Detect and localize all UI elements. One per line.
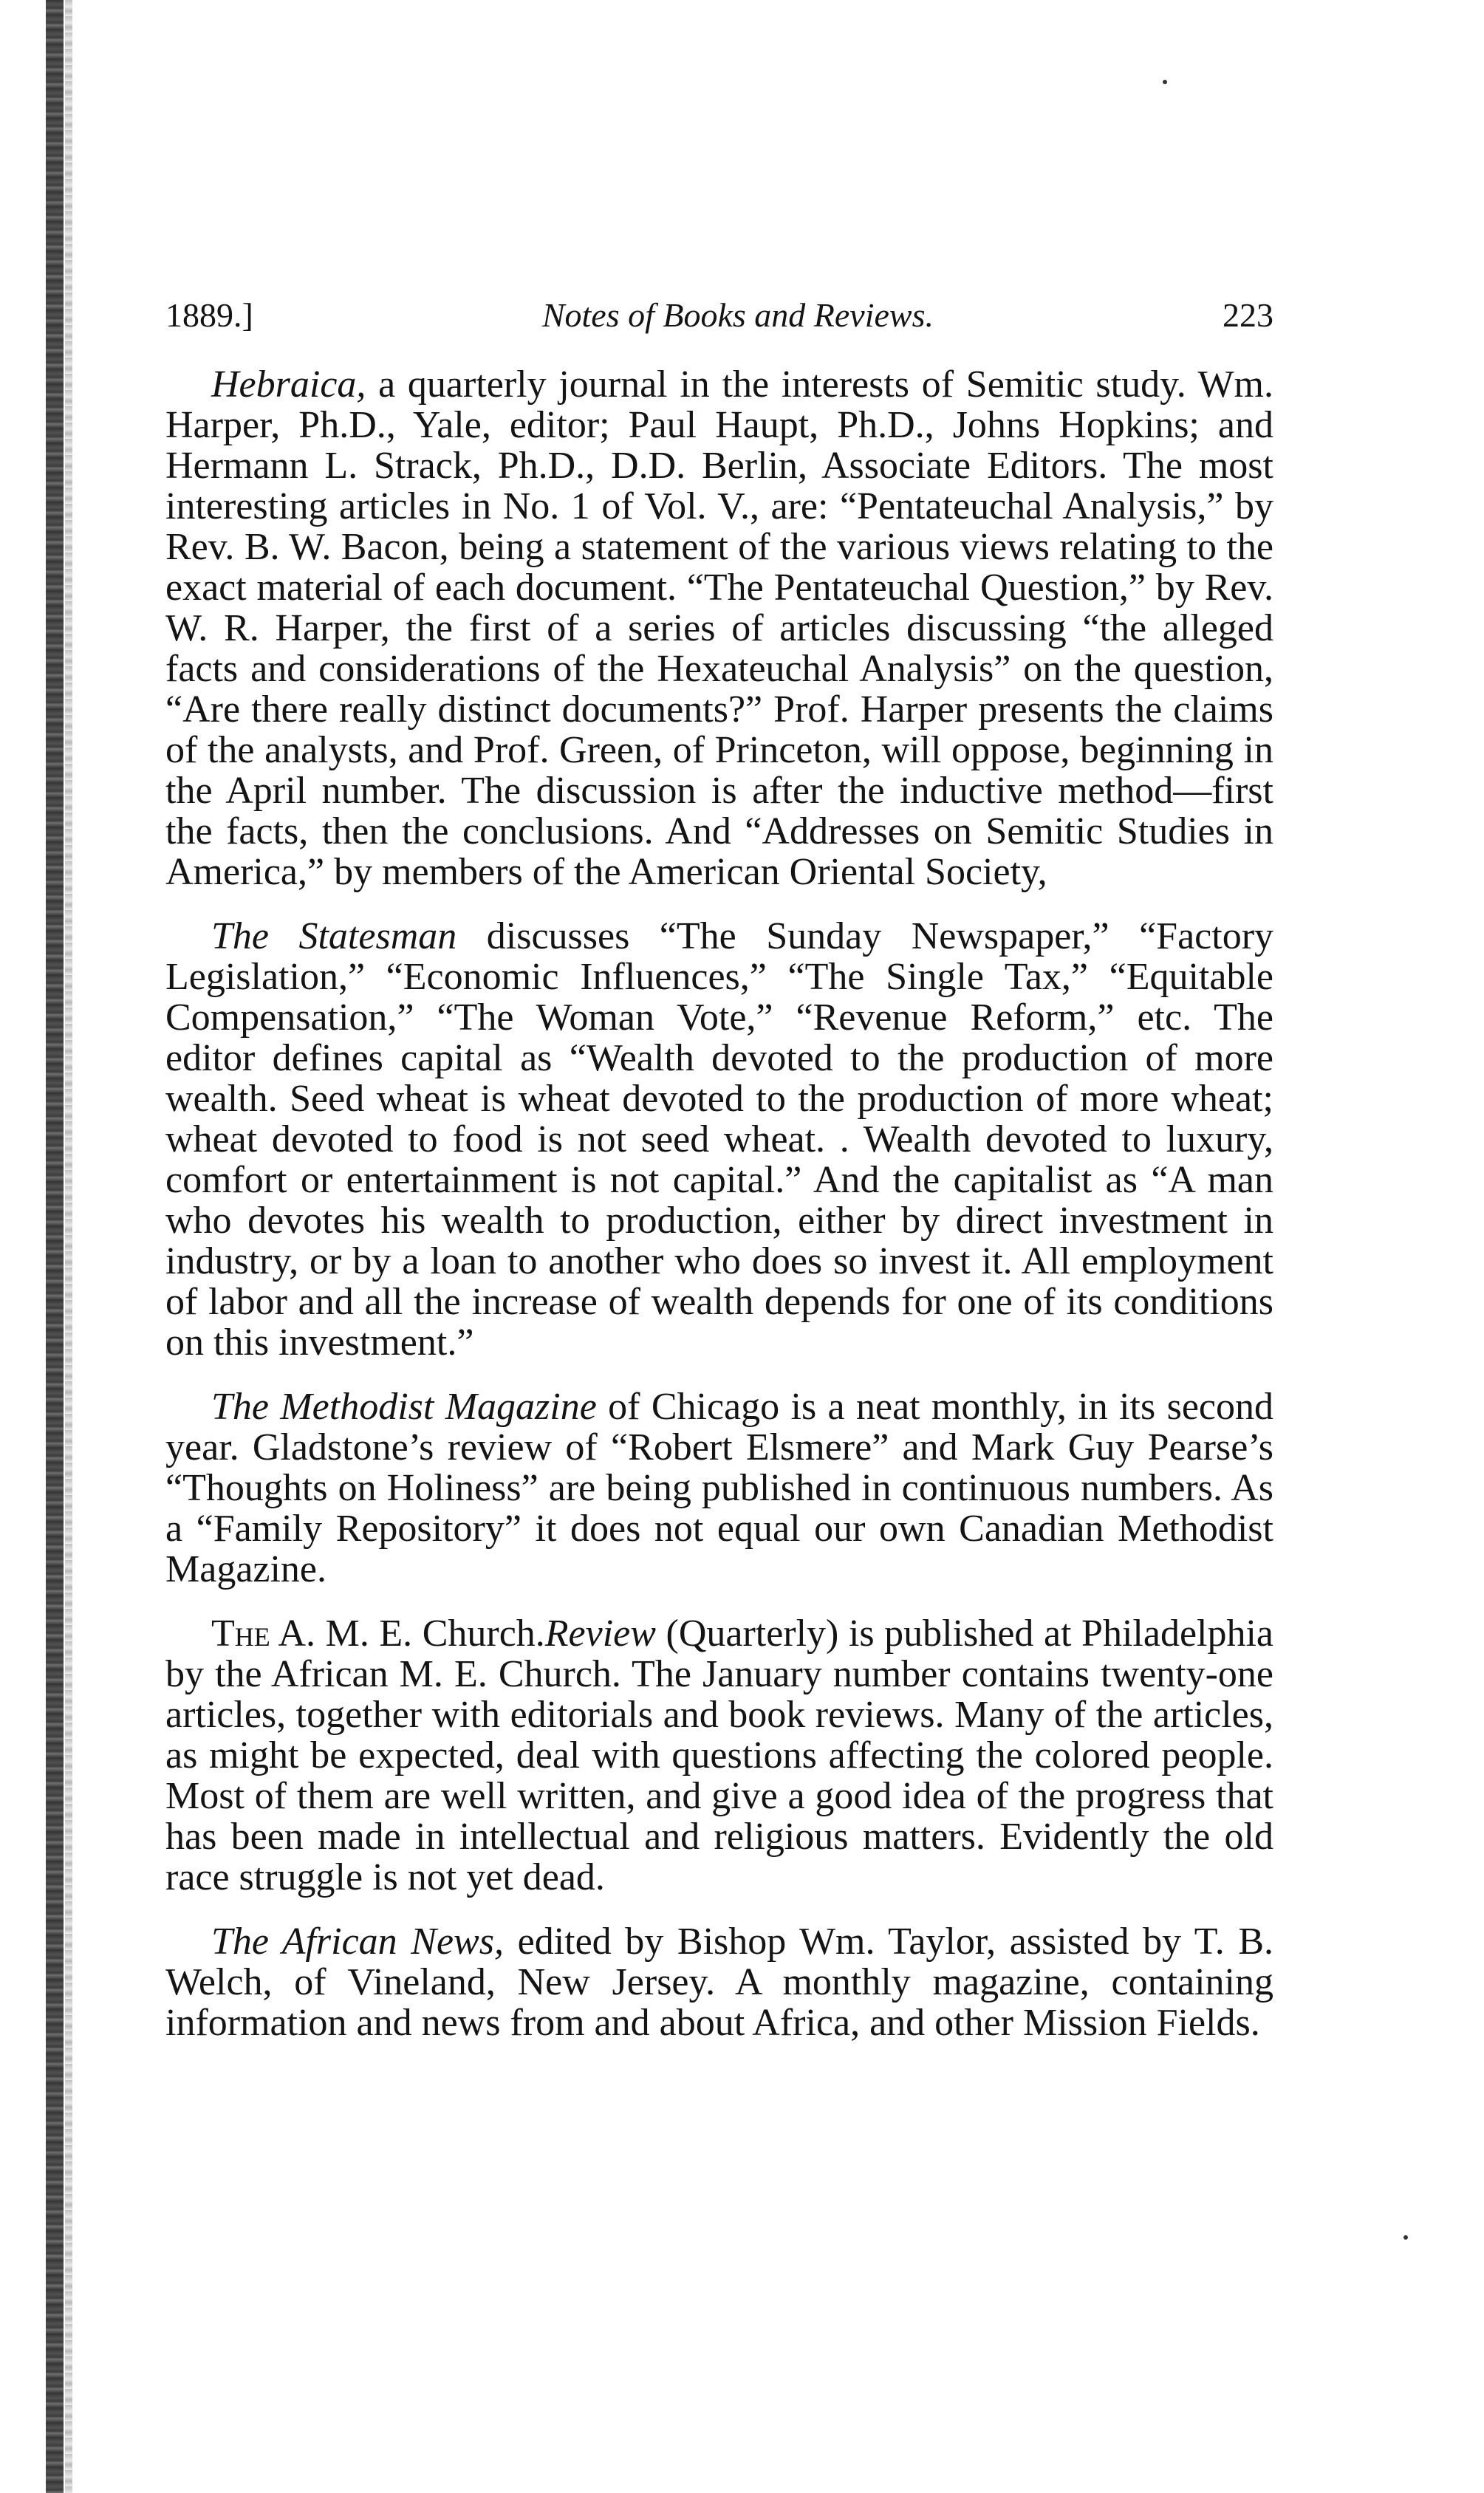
- paragraph-ame-church-review: [165, 1613, 1273, 1898]
- journal-title: The Statesman: [211, 915, 457, 957]
- page-number: 223: [1223, 296, 1273, 334]
- paragraph-text: (Quarterly) is published at Philadelphia by the African M. E. Church. The January number contains twenty-one articles, together with editorials and book reviews. Many of the articles, as might be expected, deal with questions affecting the colored people. Most of them are well written, and give a good idea of the progress that has been made in intellectual and religious matters. Evidently the old race struggle is not yet dead.: [165, 1613, 1274, 1898]
- journal-title: Hebraica,: [211, 363, 366, 406]
- paragraph-lead: The: [211, 1613, 270, 1655]
- page-binding-edge: [46, 0, 64, 2493]
- paragraph-methodist-magazine: [165, 1386, 1273, 1590]
- paragraph-text: edited by Bishop Wm. Taylor, assisted by T. B. Welch, of Vineland, New Jersey. A monthly magazine, containing information and news from and about Africa, and other Mission Fields.: [165, 1921, 1273, 2044]
- journal-title: The African News,: [211, 1921, 504, 1963]
- paragraph-text: a quarterly journal in the interests of Semitic study. Wm. Harper, Ph.D., Yale, editor; Paul Haupt, Ph.D., Johns Hopkins; and Hermann L. Strack, Ph.D., D.D. Berlin, Associate Editors. The most interesting articles in No. 1 of Vol. V., are: “Pentateuchal Analysis,” by Rev. B. W. Bacon, being a statement of the various views relating to the exact material of each document. “The Pentateuchal Question,” by Rev. W. R. Harper, the first of a series of articles discussing “the alleged facts and considerations of the Hexateuchal Analysis” on the question, “Are there really distinct documents?” Prof. Harper presents the claims of the analysts, and Prof. Green, of Princeton, will oppose, beginning in the April number. The discussion is after the inductive method—first the facts, then the conclusions. And “Addresses on Semitic Studies in America,” by members of the American Oriental Society,: [165, 363, 1273, 893]
- paragraph-text: of Chicago is a neat monthly, in its second year. Gladstone’s review of “Robert Elsmere” and Mark Guy Pearse’s “Thoughts on Holiness” are being published in continuous numbers. As a “Family Repository” it does not equal our own Canadian Methodist Magazine.: [165, 1386, 1274, 1590]
- header-title: Notes of Books and Reviews.: [541, 296, 934, 334]
- page-content: [165, 295, 1273, 2067]
- print-speck: [1403, 2235, 1408, 2240]
- paragraph-african-news: [165, 1921, 1273, 2043]
- journal-title: The Methodist Magazine: [211, 1386, 597, 1428]
- running-header: [165, 295, 1273, 335]
- paragraph-hebraica: [165, 364, 1273, 892]
- paragraph-text: A. M. E. Church.: [270, 1613, 545, 1655]
- paragraph-text: discusses “The Sunday Newspaper,” “Factory Legislation,” “Economic Influences,” “The Single Tax,” “Equitable Compensation,” “The Woman Vote,” “Revenue Reform,” etc. The editor defines capital as “Wealth devoted to the production of more wealth. Seed wheat is wheat devoted to the production of more wheat; wheat devoted to food is not seed wheat. . Wealth devoted to luxury, comfort or entertainment is not capital.” And the capitalist as “A man who devotes his wealth to production, either by direct investment in industry, or by a loan to another who does so invest it. All employment of labor and all the increase of wealth depends for one of its conditions on this investment.”: [165, 915, 1274, 1364]
- paragraph-statesman: [165, 916, 1273, 1363]
- print-speck: [1163, 80, 1167, 84]
- header-year: 1889.]: [165, 296, 253, 334]
- page-binding-shadow: [65, 0, 72, 2493]
- journal-title: Review: [544, 1613, 656, 1655]
